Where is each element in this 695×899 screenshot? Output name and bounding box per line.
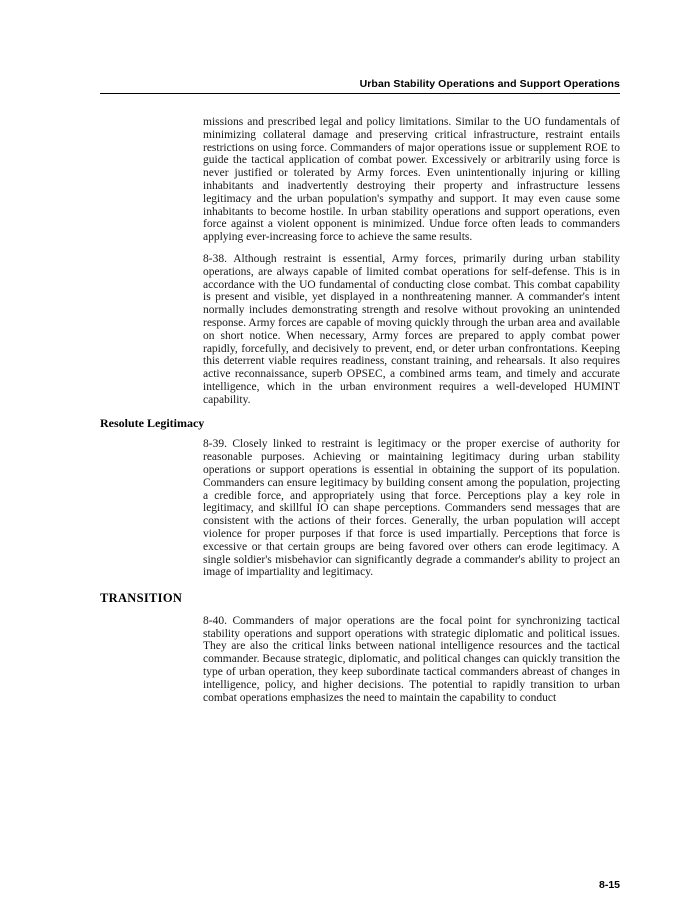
paragraph-8-38: 8-38. Although restraint is essential, Army forces, primarily during urban stability operations, are always capable of limited combat operations for self-defense. This is in accordance with the UO fundamental of conducting close combat. This combat capability is present and visible, yet displayed in a nonthreatening manner. A commander's intent normally includes demonstrating strength and resolve without provoking an unintended response. Army forces are capable of moving quickly through the urban area and available on short notice. When necessary, Army forces are prepared to apply combat power rapidly, forcefully, and decisively to prevent, end, or deter urban confrontations. Keeping this deterrent viable requires readiness, constant training, and rehearsals. It also requires active reconnaissance, superb OPSEC, a combined arms team, and timely and accurate intelligence, which in the urban environment requires a well-developed HUMINT capability. [203, 252, 620, 406]
heading-transition: TRANSITION [100, 591, 183, 606]
paragraph-continuation: missions and prescribed legal and policy limitations. Similar to the UO fundamentals of minimizing collateral damage and preserving critical infrastructure, restraint entails restrictions on using force. Commanders of major operations issue or supplement ROE to guide the tactical application of combat power. Excessively or arbitrarily using force is never justified or tolerated by Army forces. Even unintentionally injuring or killing inhabitants and inadvertently destroying their property and infrastructure lessens legitimacy and the urban population's sympathy and support. It may even cause some inhabitants to become hostile. In urban stability operations and support operations, even force against a violent opponent is minimized. Undue force often leads to commanders applying ever-increasing force to achieve the same results. [203, 116, 620, 244]
header-title: Urban Stability Operations and Support Operations [359, 78, 620, 90]
page-footer [599, 879, 620, 891]
page-number: 8-15 [598, 879, 620, 891]
page-header [100, 78, 620, 94]
page-body [100, 116, 620, 713]
heading-resolute-legitimacy: Resolute Legitimacy [100, 415, 205, 430]
paragraph-8-40: 8-40. Commanders of major operations are the focal point for synchronizing tactical stability operations and support operations with strategic diplomatic and political issues. They are also the critical links between national intelligence resources and the tactical commander. Because strategic, diplomatic, and political changes can quickly transition the type of urban operation, they keep subordinate tactical commanders abreast of changes in intelligence, policy, and higher decisions. The potential to rapidly transition to urban combat operations emphasizes the need to maintain the capability to conduct [203, 614, 620, 704]
paragraph-8-39: 8-39. Closely linked to restraint is legitimacy or the proper exercise of authority for reasonable purposes. Achieving or maintaining legitimacy during urban stability operations or support operations is essential in obtaining the support of its population. Commanders can ensure legitimacy by building consent among the population, projecting a credible force, and appropriately using that force. Perceptions play a key role in legitimacy, and skillful IO can shape perceptions. Commanders send messages that are consistent with the actions of their forces. Generally, the urban population will accept violence for proper purposes if that force is used impartially. Perceptions that force is excessive or that certain groups are being favored over others can erode legitimacy. A single soldier's misbehavior can significantly degrade a commander's ability to project an image of impartiality and legitimacy. [203, 438, 620, 579]
